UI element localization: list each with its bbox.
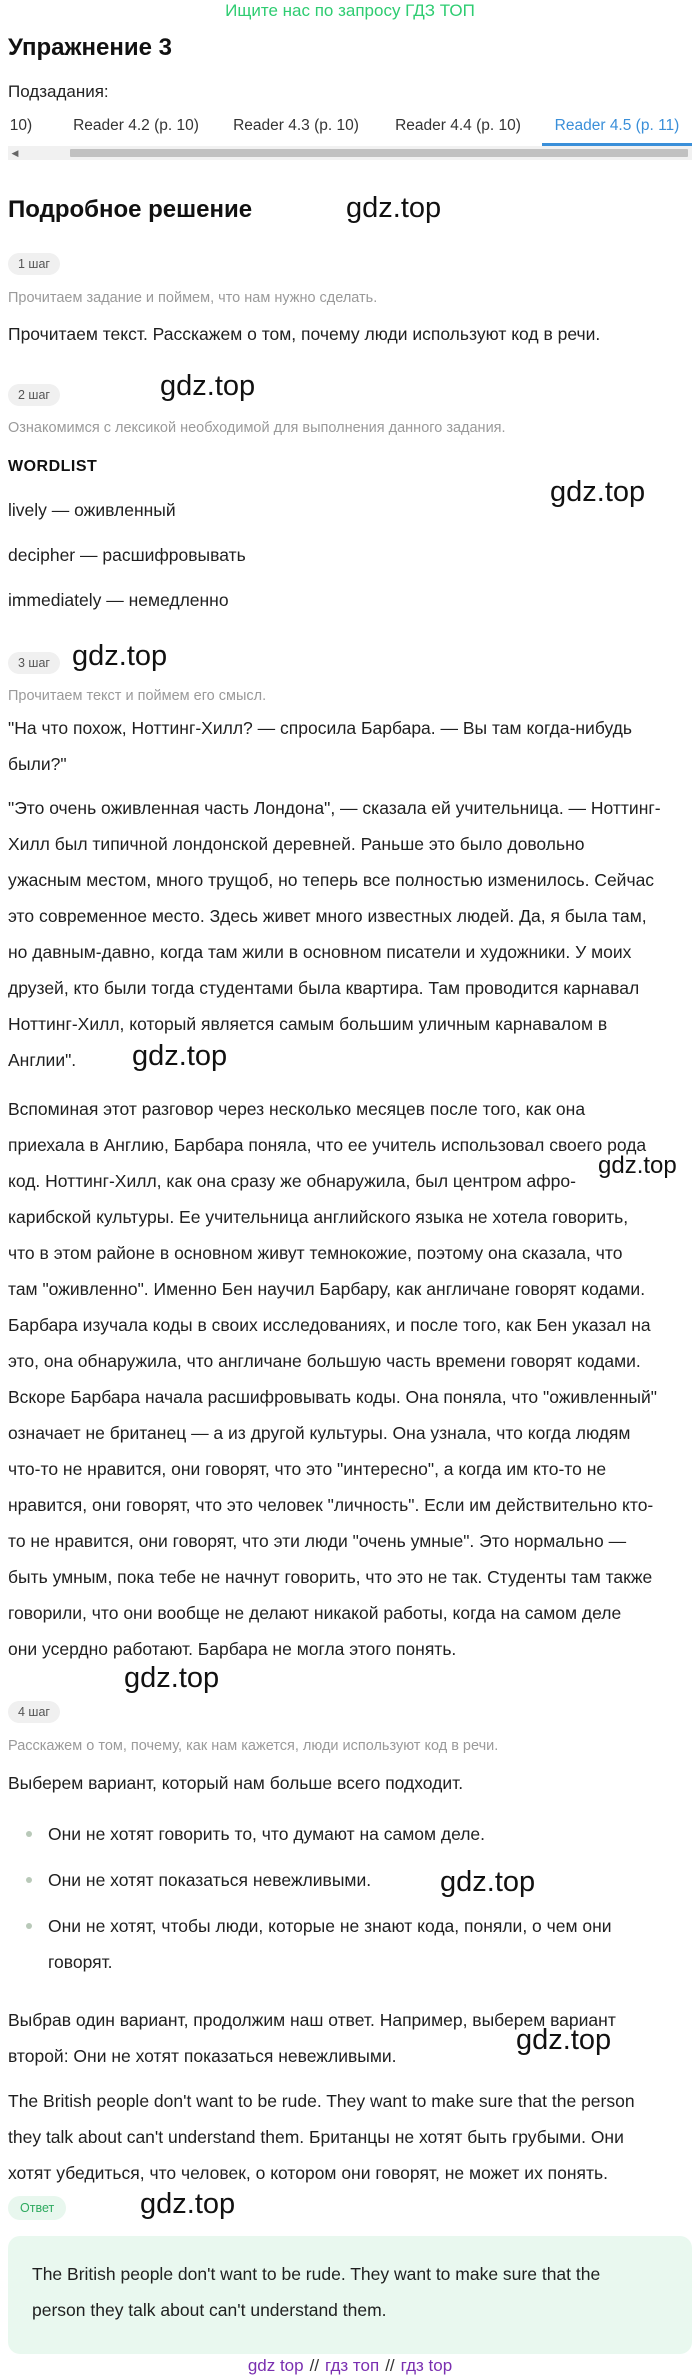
step-2-hint: Ознакомимся с лексикой необходимой для выполнения данного задания. bbox=[8, 420, 506, 436]
step-4-hint: Расскажем о том, почему, как нам кажется, люди используют код в речи. bbox=[8, 1738, 499, 1754]
footer-links bbox=[0, 2356, 700, 2376]
step-4-badge: 4 шаг bbox=[8, 1701, 60, 1723]
bullet-icon bbox=[26, 1923, 32, 1929]
watermark: gdz.top bbox=[516, 2024, 612, 2056]
wordlist-title: WORDLIST bbox=[8, 458, 98, 475]
search-banner: Ищите нас по запросу ГДЗ ТОП bbox=[225, 1, 475, 20]
step-1-hint: Прочитаем задание и поймем, что нам нужно сделать. bbox=[8, 290, 378, 306]
text-paragraph-1: "На что похож, Ноттинг-Хилл? — спросила Барбара. — Вы там когда-нибудь были?" bbox=[8, 718, 632, 774]
watermark: gdz.top bbox=[140, 2188, 236, 2220]
final-paragraph: The British people don't want to be rude. They want to make sure that the person they talk about can't understand them. Британцы не хотят быть грубыми. Они хотят убедиться, что человек, о котором они говорят, не может их понять. bbox=[8, 2091, 635, 2183]
option-item: Они не хотят, чтобы люди, которые не знают кода, поняли, о чем они говорят. bbox=[22, 1908, 682, 1980]
watermark: gdz.top bbox=[72, 640, 168, 672]
step-4-intro: Выберем вариант, который нам больше всего подходит. bbox=[8, 1773, 464, 1793]
footer-link[interactable]: gdz top bbox=[247, 2356, 304, 2375]
tab-reader-4-4[interactable]: Reader 4.4 (p. 10) bbox=[395, 117, 521, 134]
tab-reader-4-3[interactable]: Reader 4.3 (p. 10) bbox=[233, 117, 359, 134]
step-3-hint: Прочитаем текст и поймем его смысл. bbox=[8, 688, 267, 704]
word-item: immediately — немедленно bbox=[8, 590, 229, 610]
subtasks-label: Подзадания: bbox=[8, 82, 109, 101]
text-paragraph-3: Вспоминая этот разговор через несколько месяцев после того, как она приехала в Англию, Барбара поняла, что ее учитель использовал своего рода код. Ноттинг-Хилл, как она сразу же обнаружила, был центром афро- карибской культуры. Ее учительница английского языка не хотела говорить, что в этом районе в основном живут темнокожие, поэтому она сказала, что там "оживленно". Именно Бен научил Барбару, как англичане говорят кодами. Барбара изучала коды в своих исследованиях, и после того, как Бен указал на это, она обнаружила, что англичане большую часть времени говорят кодами. Вскоре Барбара начала расшифровывать коды. Она поняла, что "оживленный" означает не британец — а из другой культуры. Она узнала, что когда людям что-то не нравится, они говорят, что это "интересно", а когда им кто-то не нравится, они говорят, что это человек "личность". Если им действительно кто- то не нравится, они говорят, что эти люди "очень умные". Это нормально — быть умным, пока тебе не начнут говорить, что это не так. Студенты там также говорили, что они вообще не делают никакой работы, когда на самом деле они усердно работают. Барбара не могла этого понять. bbox=[8, 1099, 657, 1659]
choice-paragraph: Выбрав один вариант, продолжим наш ответ. Например, выберем вариант второй: Они не хотят показаться невежливыми. bbox=[8, 2010, 616, 2066]
word-item: lively — оживленный bbox=[8, 500, 176, 520]
footer-separator: // bbox=[309, 2356, 320, 2375]
tab-reader-4-2[interactable]: Reader 4.2 (p. 10) bbox=[73, 117, 199, 134]
tab-reader-4-5[interactable]: Reader 4.5 (p. 11) bbox=[542, 112, 692, 146]
bullet-icon bbox=[26, 1831, 32, 1837]
watermark: gdz.top bbox=[124, 1662, 220, 1694]
watermark: gdz.top bbox=[132, 1040, 228, 1072]
watermark: gdz.top bbox=[160, 370, 256, 402]
watermark: gdz.top bbox=[346, 192, 442, 224]
step-1-text: Прочитаем текст. Расскажем о том, почему люди используют код в речи. bbox=[8, 324, 601, 344]
tabs-scrollbar[interactable] bbox=[8, 146, 692, 160]
exercise-title: Упражнение 3 bbox=[8, 34, 172, 61]
scroll-left-arrow-icon[interactable]: ◀ bbox=[11, 148, 19, 158]
option-item: Они не хотят показаться невежливыми. bbox=[22, 1862, 682, 1898]
footer-separator: // bbox=[385, 2356, 395, 2375]
footer-link[interactable]: гдз top bbox=[400, 2356, 453, 2375]
tab-reader-4-1[interactable]: 10) bbox=[9, 117, 33, 134]
solution-title: Подробное решение bbox=[8, 196, 253, 223]
step-2-badge: 2 шаг bbox=[8, 384, 60, 406]
scrollbar-thumb[interactable] bbox=[70, 149, 688, 157]
step-3-badge: 3 шаг bbox=[8, 652, 60, 674]
watermark: gdz.top bbox=[440, 1866, 536, 1898]
option-item: Они не хотят говорить то, что думают на самом деле. bbox=[22, 1816, 682, 1852]
answer-badge: Ответ bbox=[8, 2196, 66, 2220]
subtask-tabs bbox=[0, 112, 700, 146]
footer-link[interactable]: гдз топ bbox=[325, 2356, 380, 2375]
bullet-icon bbox=[26, 1877, 32, 1883]
watermark: gdz.top bbox=[598, 1152, 677, 1179]
step-1-badge: 1 шаг bbox=[8, 253, 60, 275]
answer-line: person they talk about can't understand them. bbox=[32, 2300, 387, 2320]
answer-line: The British people don't want to be rude. They want to make sure that the bbox=[32, 2264, 601, 2284]
answer-box bbox=[8, 2236, 692, 2354]
text-paragraph-2: "Это очень оживленная часть Лондона", — сказала ей учительница. — Ноттинг- Хилл был типичной лондонской деревней. Раньше это было довольно ужасным местом, много трущоб, но теперь все полностью изменилось. Сейчас это современное место. Здесь живет много известных людей. Да, я была там, но давным-давно, когда там жили в основном писатели и художники. У моих друзей, кто были тогда студентами была квартира. Там проводится карнавал Ноттинг-Хилл, который является самым большим уличным карнавалом в Англии". bbox=[8, 798, 661, 1070]
watermark: gdz.top bbox=[550, 476, 646, 508]
word-item: decipher — расшифровывать bbox=[8, 545, 246, 565]
